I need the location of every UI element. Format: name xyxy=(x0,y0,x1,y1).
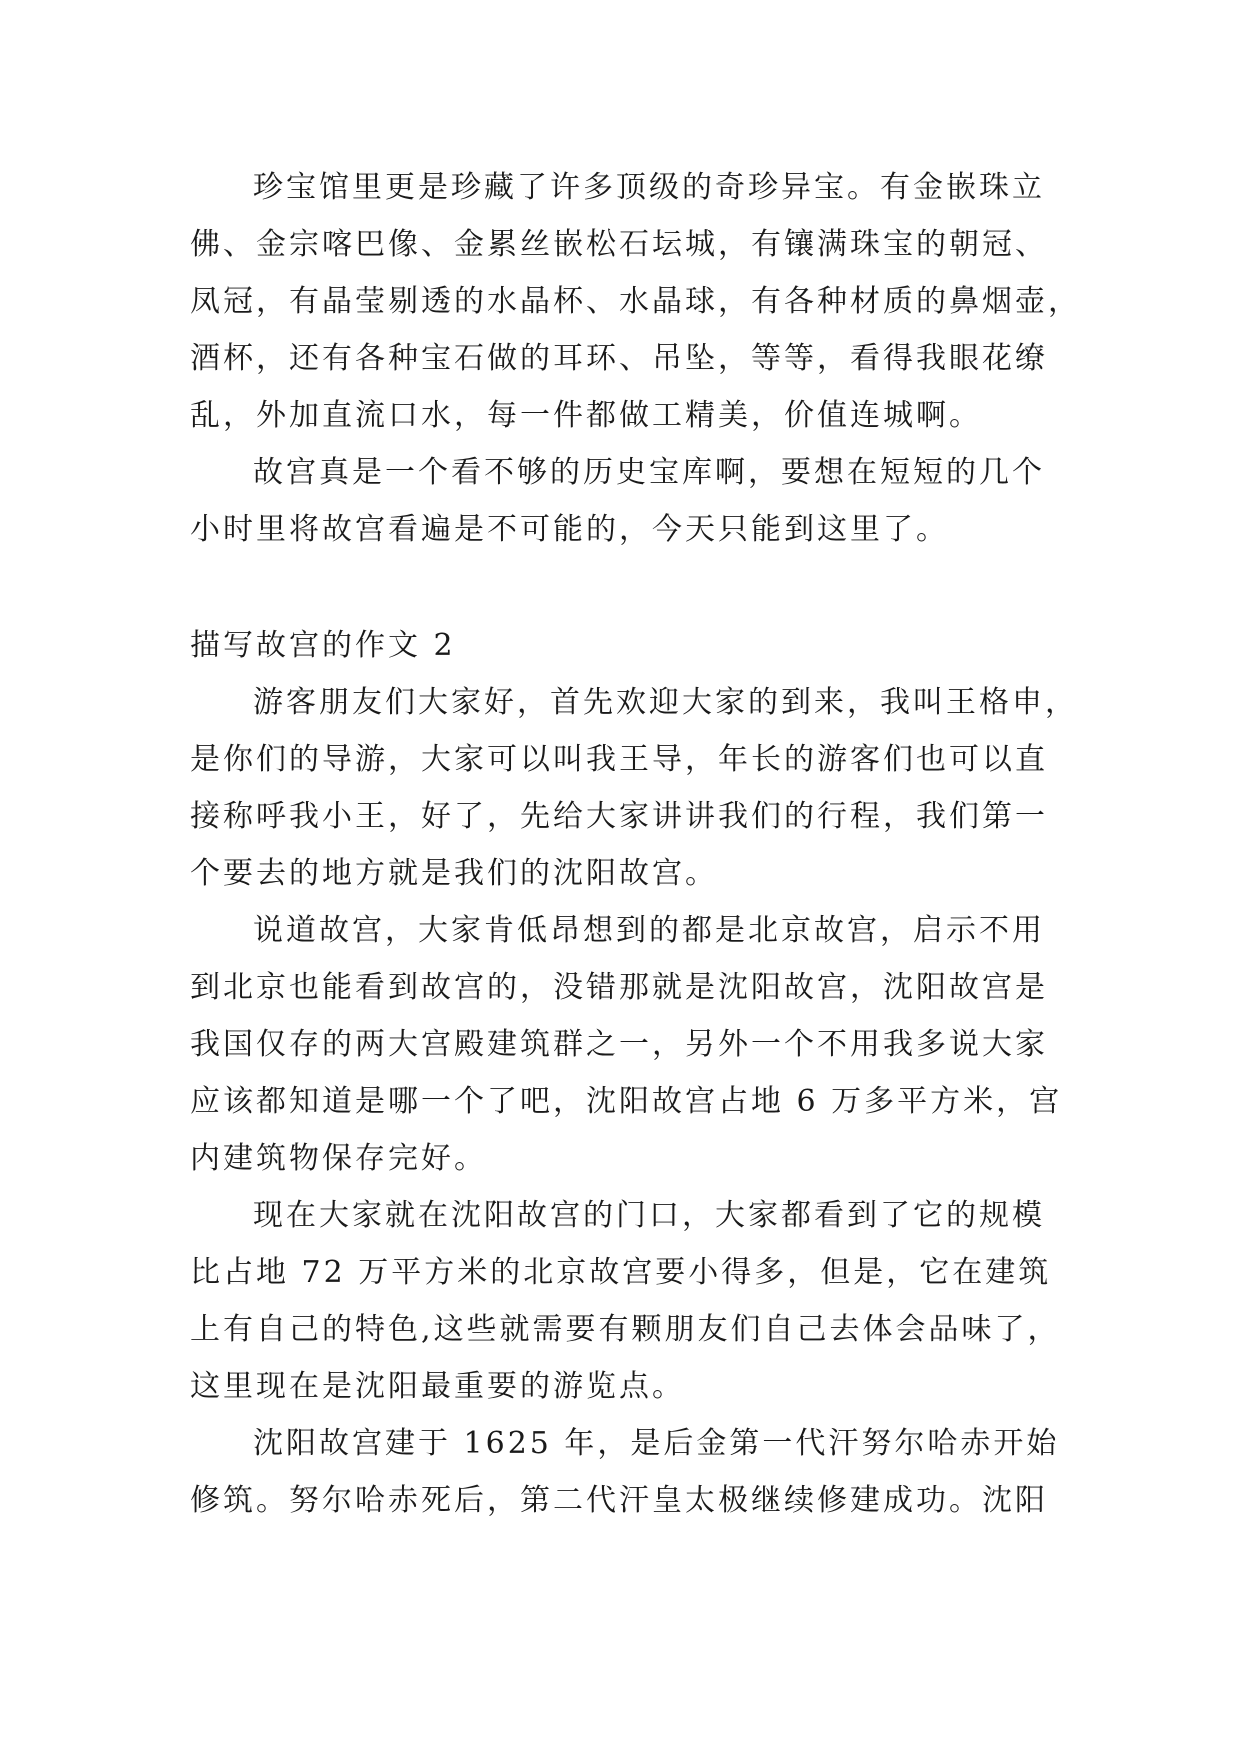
paragraph-line: 个要去的地方就是我们的沈阳故宫。 xyxy=(190,856,718,891)
paragraph-line: 乱，外加直流口水，每一件都做工精美，价值连城啊。 xyxy=(190,398,982,433)
paragraph-line: 到北京也能看到故宫的，没错那就是沈阳故宫，沈阳故宫是 xyxy=(190,970,1048,1005)
paragraph-line: 应该都知道是哪一个了吧，沈阳故宫占地 6 万多平方米，宫 xyxy=(190,1084,1063,1119)
section-heading: 描写故宫的作文 2 xyxy=(190,628,456,663)
paragraph-line: 佛、金宗喀巴像、金累丝嵌松石坛城，有镶满珠宝的朝冠、 xyxy=(190,227,1048,262)
paragraph-line: 游客朋友们大家好，首先欢迎大家的到来，我叫王格申， xyxy=(253,685,1078,720)
paragraph-line: 比占地 72 万平方米的北京故宫要小得多，但是，它在建筑 xyxy=(190,1255,1052,1290)
paragraph-line: 我国仅存的两大宫殿建筑群之一，另外一个不用我多说大家 xyxy=(190,1027,1048,1062)
paragraph-line: 凤冠，有晶莹剔透的水晶杯、水晶球，有各种材质的鼻烟壶， xyxy=(190,284,1081,319)
paragraph-line: 这里现在是沈阳最重要的游览点。 xyxy=(190,1369,685,1404)
paragraph-line: 接称呼我小王，好了，先给大家讲讲我们的行程，我们第一 xyxy=(190,799,1048,834)
paragraph-line: 珍宝馆里更是珍藏了许多顶级的奇珍异宝。有金嵌珠立 xyxy=(253,170,1045,205)
paragraph-line: 内建筑物保存完好。 xyxy=(190,1141,487,1176)
paragraph-line: 酒杯，还有各种宝石做的耳环、吊坠，等等，看得我眼花缭 xyxy=(190,341,1048,376)
paragraph-line: 修筑。努尔哈赤死后，第二代汗皇太极继续修建成功。沈阳 xyxy=(190,1483,1048,1518)
paragraph-line: 上有自己的特色,这些就需要有颗朋友们自己去体会品味了， xyxy=(190,1312,1061,1347)
paragraph-line: 现在大家就在沈阳故宫的门口，大家都看到了它的规模 xyxy=(253,1198,1045,1233)
paragraph-line: 是你们的导游，大家可以叫我王导，年长的游客们也可以直 xyxy=(190,742,1048,777)
paragraph-line: 故宫真是一个看不够的历史宝库啊，要想在短短的几个 xyxy=(253,455,1045,490)
paragraph-line: 小时里将故宫看遍是不可能的，今天只能到这里了。 xyxy=(190,512,949,547)
paragraph-line: 沈阳故宫建于 1625 年，是后金第一代汗努尔哈赤开始 xyxy=(253,1426,1060,1461)
paragraph-line: 说道故宫，大家肯低昂想到的都是北京故宫，启示不用 xyxy=(253,913,1045,948)
